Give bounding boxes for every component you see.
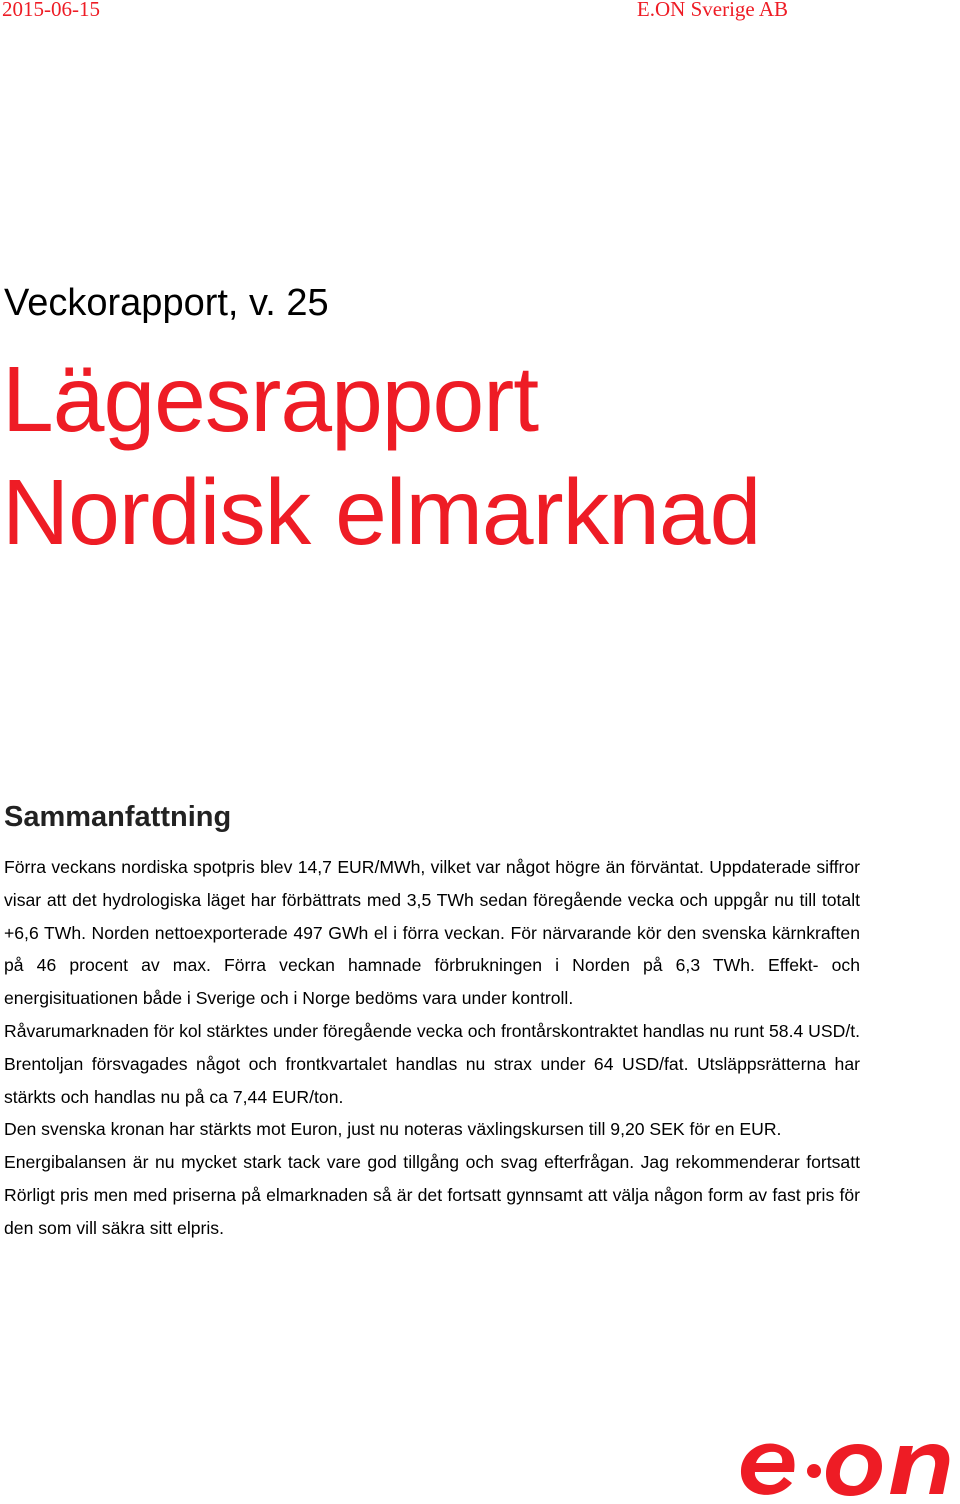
report-title-line-2: Nordisk elmarknad <box>2 460 761 564</box>
report-subtitle: Veckorapport, v. 25 <box>4 282 329 324</box>
report-title <box>2 343 760 569</box>
summary-paragraph: Den svenska kronan har stärkts mot Euron, just nu noteras växlingskursen till 9,20 SEK för en EUR. <box>4 1119 782 1140</box>
eon-logo-icon <box>738 1428 954 1500</box>
summary-paragraph: Förra veckans nordiska spotpris blev 14,7 EUR/MWh, vilket var något högre än förväntat. Uppdaterade siffror visar att det hydrologiska läget har förbättrats med 3,5 TWh sedan föregående vecka och uppgår nu till totalt +6,6 TWh. Norden nettoexporterade 497 GWh el i förra veckan. För närvarande kör den svenska kärnkraften på 46 procent av max. Förra veckan hamnade förbrukningen i Norden på 6,3 TWh. Effekt- och energisituationen både i Sverige och i Norge bedöms vara under kontroll. <box>4 857 860 1009</box>
summary-paragraph: Energibalansen är nu mycket stark tack vare god tillgång och svag efterfrågan. Jag rekommenderar fortsatt Rörligt pris men med priserna på elmarknaden så är det fortsatt gynnsamt att välja någon form av fast pris för den som vill säkra sitt elpris. <box>4 1152 860 1238</box>
summary-body <box>4 851 860 1245</box>
header-company: E.ON Sverige AB <box>636 0 788 21</box>
summary-heading: Sammanfattning <box>4 801 232 833</box>
header-date: 2015-06-15 <box>2 0 100 21</box>
summary-paragraph: Råvarumarknaden för kol stärktes under föregående vecka och frontårskontraktet handlas nu runt 58.4 USD/t. Brentoljan försvagades något och frontkvartalet handlas nu strax under 64 USD/fat. Utsläppsrätterna har stärkts och handlas nu på ca 7,44 EUR/ton. <box>4 1020 860 1107</box>
report-title-line-1: Lägesrapport <box>2 347 539 451</box>
